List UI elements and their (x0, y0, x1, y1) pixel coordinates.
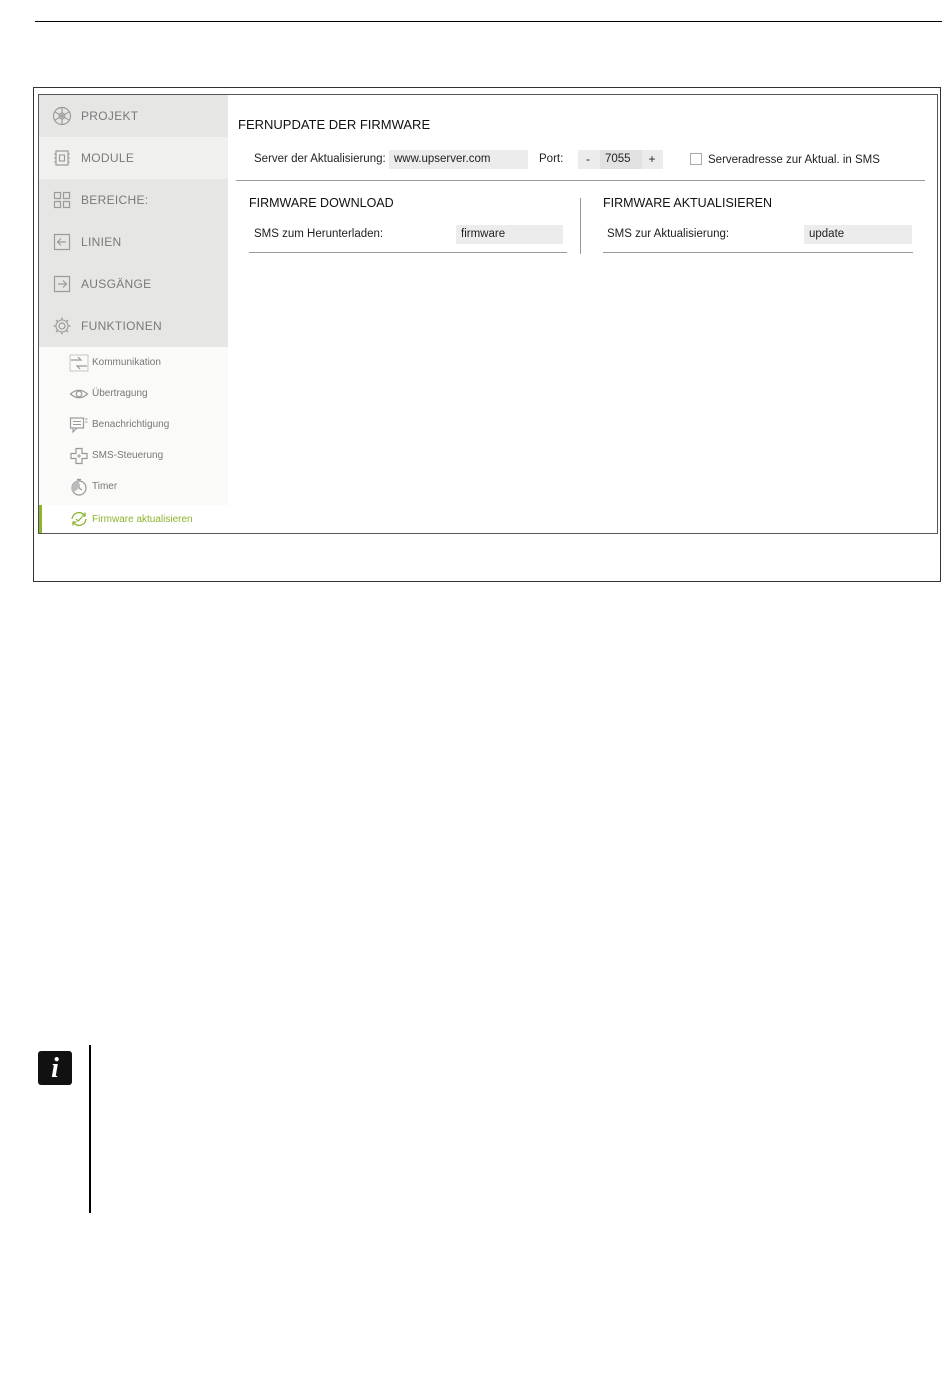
sms-server-checkbox[interactable] (690, 153, 702, 165)
download-sms-label: SMS zum Herunterladen: (254, 228, 384, 240)
module-icon (52, 148, 72, 168)
port-label: Port: (539, 153, 564, 165)
server-input[interactable]: www.upserver.com (389, 150, 528, 169)
submenu-item-uebertragung[interactable] (39, 378, 228, 409)
header-divider (236, 180, 925, 181)
timer-icon (69, 478, 89, 496)
update-sms-label: SMS zur Aktualisierung: (607, 228, 730, 240)
sidebar-item-projekt[interactable] (39, 95, 228, 137)
update-section-title: FIRMWARE AKTUALISIEREN (603, 196, 773, 210)
sidebar (39, 95, 228, 533)
port-input[interactable]: 7055 (600, 150, 642, 169)
page-title: FERNUPDATE DER FIRMWARE (238, 117, 431, 132)
download-sms-input[interactable]: firmware (456, 225, 563, 244)
sidebar-item-label: BEREICHE: (81, 193, 149, 207)
submenu-item-firmware-aktualisieren[interactable] (39, 505, 228, 533)
sidebar-item-funktionen[interactable] (39, 305, 228, 347)
submenu-item-timer[interactable] (39, 471, 228, 502)
sidebar-item-bereiche[interactable] (39, 179, 228, 221)
communication-icon (69, 354, 89, 372)
submenu-item-label: Übertragung (92, 388, 148, 399)
submenu-item-label: SMS-Steuerung (92, 450, 164, 461)
download-section-title: FIRMWARE DOWNLOAD (249, 196, 394, 210)
sidebar-item-linien[interactable] (39, 221, 228, 263)
sidebar-item-label: LINIEN (81, 235, 122, 249)
submenu-item-sms-steuerung[interactable] (39, 440, 228, 471)
app-window (38, 94, 938, 534)
update-sms-input[interactable]: update (804, 225, 912, 244)
main-panel (228, 95, 937, 533)
submenu-item-kommunikation[interactable] (39, 347, 228, 378)
sidebar-item-label: FUNKTIONEN (81, 319, 162, 333)
note-rule (89, 1045, 91, 1213)
sidebar-item-module[interactable] (39, 137, 228, 179)
notification-icon (69, 416, 89, 434)
port-decrement-button[interactable]: - (586, 152, 590, 166)
firmware-update-icon (69, 510, 89, 528)
project-icon (52, 106, 72, 126)
outputs-icon (52, 274, 72, 294)
info-icon: i (38, 1051, 72, 1085)
page-top-rule (35, 21, 942, 22)
port-increment-button[interactable]: + (648, 152, 656, 166)
download-section-divider (249, 252, 567, 253)
functions-submenu (39, 347, 228, 505)
section-separator (580, 198, 581, 254)
sms-server-checkbox-label: Serveradresse zur Aktual. in SMS (708, 154, 880, 166)
sidebar-item-ausgaenge[interactable] (39, 263, 228, 305)
update-section-divider (603, 252, 913, 253)
sidebar-item-label: MODULE (81, 151, 135, 165)
active-indicator (39, 505, 42, 533)
submenu-item-label: Kommunikation (92, 357, 161, 368)
sidebar-item-label: PROJEKT (81, 109, 139, 123)
server-label: Server der Aktualisierung: (254, 153, 386, 165)
submenu-item-label: Timer (92, 481, 118, 492)
sms-control-icon (69, 447, 89, 465)
submenu-item-label: Firmware aktualisieren (92, 513, 193, 525)
sidebar-item-label: AUSGÄNGE (81, 277, 152, 291)
eye-icon (69, 385, 89, 403)
gear-icon (52, 316, 72, 336)
submenu-item-benachrichtigung[interactable] (39, 409, 228, 440)
submenu-item-label: Benachrichtigung (92, 419, 170, 430)
areas-icon (52, 190, 72, 210)
zones-icon (52, 232, 72, 252)
